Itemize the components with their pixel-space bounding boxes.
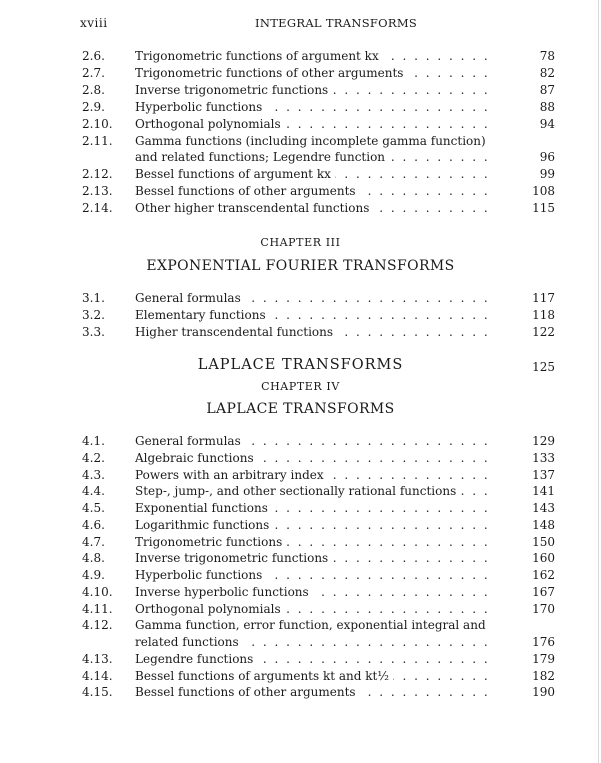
toc-entry-page: 82 <box>539 65 555 80</box>
toc-entry <box>0 450 601 467</box>
toc-entry <box>0 82 601 99</box>
toc-entry-number: 3.3. <box>82 324 105 339</box>
toc-entry-number: 4.2. <box>82 450 105 465</box>
toc-entry <box>0 290 601 307</box>
toc-entry-title: Elementary functions . . . <box>135 307 495 324</box>
toc-entry-page: 141 <box>532 484 555 499</box>
toc-entry <box>0 634 601 651</box>
toc-entry <box>0 433 601 450</box>
toc-entry-page: 179 <box>532 651 555 666</box>
part-title: LAPLACE TRANSFORMS <box>197 357 404 373</box>
toc-entry-number: 2.12. <box>82 167 113 182</box>
toc-entry-number: 4.13. <box>82 651 113 666</box>
toc-entry-page: 129 <box>532 434 555 448</box>
toc-entry-page: 176 <box>532 635 555 649</box>
toc-entry-title: Bessel functions of other arguments . . . <box>135 183 495 200</box>
toc-entry <box>0 483 601 500</box>
toc-entry <box>0 584 601 601</box>
toc-entry <box>0 116 601 133</box>
toc-entry-title: Gamma functions (including incomplete gamma function) <box>135 133 535 150</box>
toc-entry-title: Bessel functions of other arguments . . . <box>135 684 495 701</box>
toc-entry-page: 94 <box>539 116 555 131</box>
toc-entry <box>0 534 601 551</box>
toc-entry-page: 137 <box>532 467 555 482</box>
toc-entry-page: 143 <box>532 501 555 515</box>
toc-entry-number: 3.1. <box>82 291 105 305</box>
toc-entry-title: and related functions; Legendre function . . . <box>135 149 495 166</box>
toc-entry <box>0 668 601 685</box>
toc-entry <box>0 550 601 567</box>
toc-entry-number: 2.13. <box>82 184 113 199</box>
toc-entry-number: 4.6. <box>82 517 105 532</box>
toc-entry <box>0 99 601 116</box>
toc-entry-page: 170 <box>532 601 555 616</box>
toc-entry <box>0 500 601 517</box>
part-page-number: 125 <box>532 360 555 374</box>
toc-entry <box>0 467 601 484</box>
toc-entry-title: Powers with an arbitrary index . . . <box>135 467 495 484</box>
toc-entry-number: 4.15. <box>82 685 113 700</box>
toc-entry <box>0 567 601 584</box>
toc-entry-number: 2.6. <box>82 49 105 63</box>
toc-entry-title: Algebraic functions . . . <box>135 450 495 467</box>
toc-entry-title: Hyperbolic functions . . . <box>135 567 495 584</box>
toc-entry-title: Exponential functions . . . <box>135 500 495 517</box>
toc-entry <box>0 65 601 82</box>
toc-entry-title: Orthogonal polynomials . . . <box>135 601 495 618</box>
toc-entry-number: 4.8. <box>82 551 105 566</box>
toc-entry-number: 2.14. <box>82 201 113 216</box>
toc-entry-number: 4.11. <box>82 601 113 616</box>
toc-entry <box>0 149 601 166</box>
toc-entry <box>0 617 601 634</box>
toc-entry-number: 4.3. <box>82 467 105 482</box>
toc-entry-title: Trigonometric functions of argument kx . . . <box>135 48 495 65</box>
toc-entry <box>0 48 601 65</box>
toc-entry-title: General formulas . . . <box>135 290 495 307</box>
toc-entry-number: 3.2. <box>82 307 105 322</box>
toc-entry-page: 108 <box>532 184 555 199</box>
toc-entry-title: General formulas . . . <box>135 433 495 450</box>
toc-entry <box>0 166 601 183</box>
toc-entry-page: 88 <box>539 99 555 114</box>
toc-entry-number: 2.8. <box>82 82 105 97</box>
toc-entry-number: 2.10. <box>82 116 113 131</box>
toc-entry <box>0 183 601 200</box>
toc-entry-number: 4.12. <box>82 618 113 633</box>
toc-entry <box>0 200 601 217</box>
toc-entry-page: 182 <box>532 668 555 683</box>
toc-entry-page: 117 <box>532 291 555 305</box>
toc-entry-number: 2.9. <box>82 99 105 114</box>
page-number: xviii <box>80 16 108 30</box>
toc-entry-title: Legendre functions . . . <box>135 651 495 668</box>
toc-entry-number: 4.10. <box>82 584 113 599</box>
toc-entry-title: Inverse hyperbolic functions . . . <box>135 584 495 601</box>
chapter-4-title: LAPLACE TRANSFORMS <box>206 401 395 417</box>
toc-entry-page: 99 <box>539 167 555 182</box>
toc-entry-number: 4.5. <box>82 501 105 515</box>
toc-entry-title: Trigonometric functions of other arguments . . . <box>135 65 495 82</box>
toc-entry-title: Trigonometric functions . . . <box>135 534 495 551</box>
toc-entry-page: 133 <box>532 450 555 465</box>
toc-entry-page: 87 <box>539 82 555 97</box>
running-title: INTEGRAL TRANSFORMS <box>255 16 418 30</box>
chapter-3-title: EXPONENTIAL FOURIER TRANSFORMS <box>146 258 455 274</box>
toc-entry <box>0 517 601 534</box>
toc-entry-page: 148 <box>532 517 555 532</box>
toc-entry-title: Orthogonal polynomials . . . <box>135 116 495 133</box>
toc-entry-title: Higher transcendental functions . . . <box>135 324 495 341</box>
toc-entry-page: 122 <box>532 324 555 339</box>
toc-entry <box>0 324 601 341</box>
toc-entry-title: Bessel functions of arguments kt and kt½ . . . <box>135 668 495 685</box>
page-edge <box>598 0 599 763</box>
toc-entry <box>0 601 601 618</box>
toc-entry-page: 162 <box>532 568 555 582</box>
toc-entry-number: 2.11. <box>82 133 113 148</box>
toc-entry-page: 78 <box>539 49 555 63</box>
toc-entry-number: 4.14. <box>82 668 113 683</box>
toc-entry <box>0 684 601 701</box>
toc-entry-number: 4.7. <box>82 534 105 549</box>
toc-entry-page: 115 <box>532 201 555 216</box>
toc-entry-title: Logarithmic functions . . . <box>135 517 495 534</box>
toc-entry-title: Step-, jump-, and other sectionally rational functions . . . <box>135 483 495 500</box>
toc-entry-page: 167 <box>532 584 555 599</box>
chapter-3-label: CHAPTER III <box>260 236 341 249</box>
toc-entry-page: 118 <box>532 307 555 322</box>
toc-entry-page: 96 <box>539 150 555 165</box>
toc-entry-page: 190 <box>532 685 555 700</box>
toc-entry <box>0 307 601 324</box>
toc-entry-page: 160 <box>532 551 555 566</box>
toc-entry-title: related functions . . . <box>135 634 495 651</box>
toc-entry-number: 2.7. <box>82 65 105 80</box>
toc-entry-title: Hyperbolic functions . . . <box>135 99 495 116</box>
toc-entry-number: 4.1. <box>82 434 105 448</box>
toc-entry <box>0 651 601 668</box>
toc-entry-number: 4.9. <box>82 568 105 582</box>
toc-entry-page: 150 <box>532 534 555 549</box>
toc-entry-title: Other higher transcendental functions . . . <box>135 200 495 217</box>
chapter-4-label: CHAPTER IV <box>261 380 340 393</box>
toc-entry-number: 4.4. <box>82 484 105 499</box>
toc-entry-title: Bessel functions of argument kx . . . <box>135 166 495 183</box>
toc-entry-title: Gamma function, error function, exponential integral and <box>135 617 535 634</box>
toc-entry-title: Inverse trigonometric functions . . . <box>135 550 495 567</box>
toc-entry <box>0 133 601 150</box>
toc-entry-title: Inverse trigonometric functions . . . <box>135 82 495 99</box>
